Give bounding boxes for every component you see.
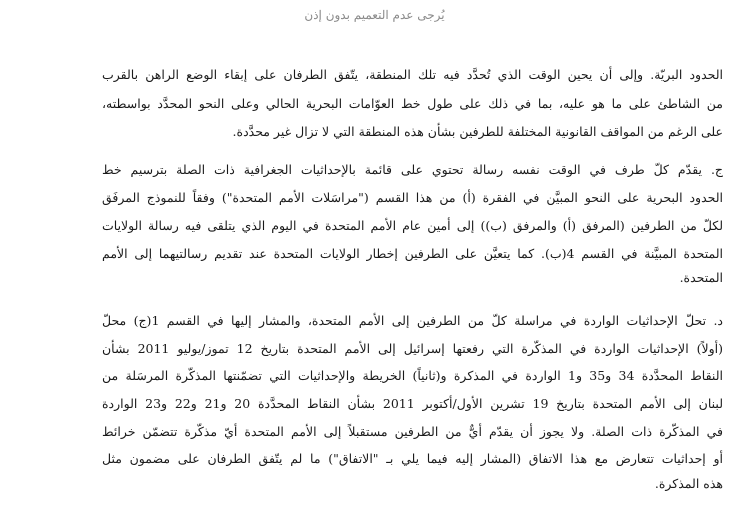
paragraph-line: على الرغم من المواقف القانونية المختلفة للطرفين بشأن هذه المنطقة التي لا تزال غير محدَّدة.	[232, 124, 723, 139]
paragraph-line: لكلّ من الطرفين (المرفق (أ) والمرفق (ب)) إلى أمين عام الأمم المتحدة في اليوم الذي يتلقى فيه رسالة الولايات	[102, 218, 723, 233]
distribution-notice: يُرجى عدم التعميم بدون إذن	[304, 8, 445, 22]
paragraph-line: في المذكّرة ذات الصلة. ولا يجوز أن يقدّم أيٌّ من الطرفين مستقبلاً إلى الأمم المتحدة أيّ مذكّرة تتضمّن خرائط	[102, 424, 723, 439]
paragraph-line: من الشاطئ على ما هو عليه، بما في ذلك على طول خط العوّامات البحرية الحالي وعلى النحو المحدَّد بواسطته،	[102, 96, 723, 111]
paragraph-line: النقاط المحدَّدة 34 و35 و1 الواردة في المذكرة و(ثانياً) الخريطة والإحداثيات التي تضمّنتها المذكّرة المرسَلة من	[102, 368, 723, 383]
paragraph-line: د. تحلّ الإحداثيات الواردة في مراسلة كلّ من الطرفين إلى الأمم المتحدة، والمشار إليها في القسم 1(ج) محلّ	[102, 313, 723, 328]
paragraph-line: الحدود البحرية على النحو المبيَّن في الفقرة (أ) من هذا القسم ("مراسَلات الأمم المتحدة") وفقاً للنموذج المرفَق	[102, 190, 723, 205]
paragraph-line: الحدود البريّة. وإلى أن يحين الوقت الذي تُحدَّد فيه تلك المنطقة، يتّفق الطرفان على إبقاء الوضع الراهن بالقرب	[102, 67, 723, 82]
paragraph-line: هذه المذكرة.	[654, 476, 723, 491]
paragraph-line: المتحدة المبيَّنة في القسم 4(ب). كما يتعيَّن على الطرفين إخطار الولايات المتحدة عند تقديم رسالتيهما إلى الأمم	[102, 246, 723, 261]
paragraph-line: لبنان إلى الأمم المتحدة بتاريخ 19 تشرين الأول/أكتوبر 2011 بشأن النقاط المحدَّدة 20 و21 و22 و23 الواردة	[102, 396, 724, 411]
paragraph-line: (أولاً) الإحداثيات الواردة في المذكّرة التي رفعتها إسرائيل إلى الأمم المتحدة بتاريخ 12 تموز/يوليو 2011 بشأن	[102, 341, 723, 356]
paragraph-line: المتحدة.	[679, 270, 723, 285]
paragraph-line: ج. يقدّم كلّ طرف في الوقت نفسه رسالة تحتوي على قائمة بالإحداثيات الجغرافية ذات الصلة بترسيم خط	[102, 162, 723, 177]
paragraph-line: أو إحداثيات تتعارض مع هذا الاتفاق (المشار إليه فيما يلي بـ "الاتفاق") ما لم يتّفق الطرفان على مضمون مثل	[102, 451, 723, 466]
